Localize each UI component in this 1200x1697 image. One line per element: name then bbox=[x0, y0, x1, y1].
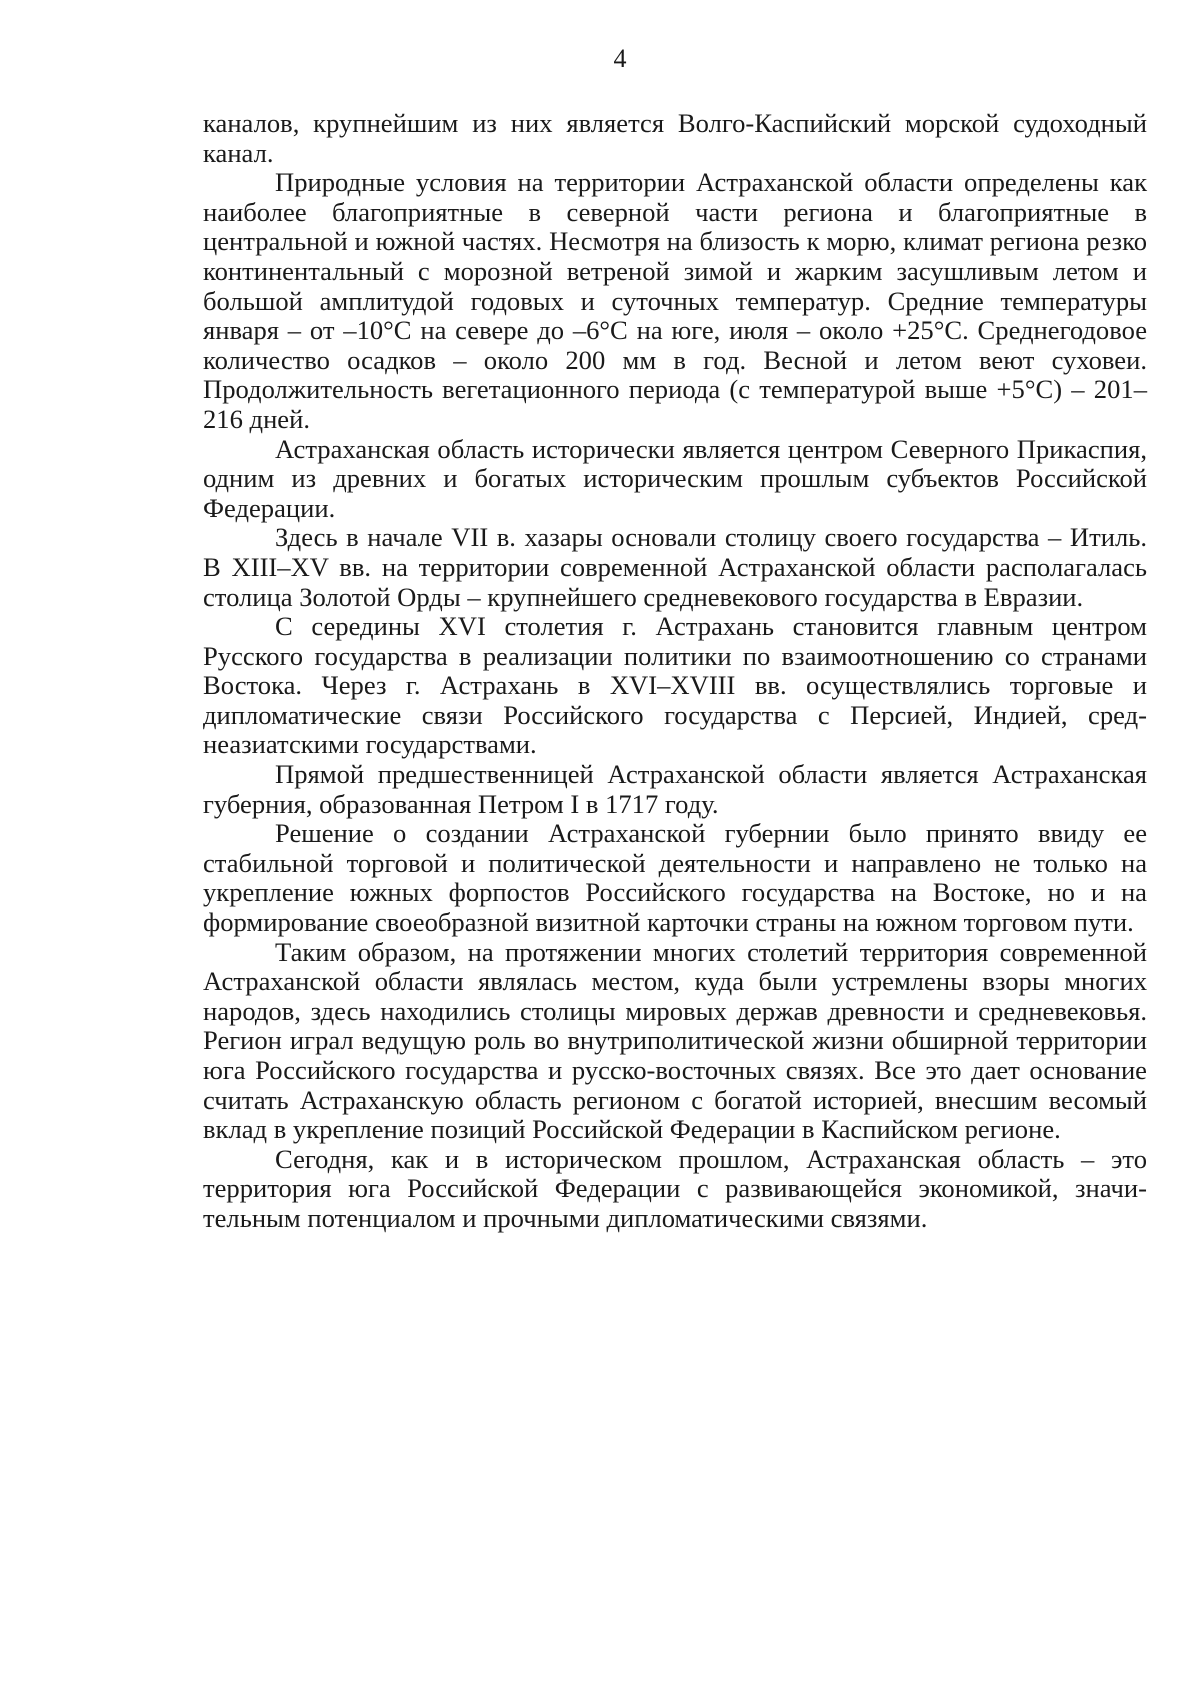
paragraph-today: Сегодня, как и в историческом прошлом, Астраханская область – это территория юга Российской Федерации с развивающейся экономикой, значительным потенциалом и прочными дипломатическими связями. bbox=[203, 1143, 1147, 1233]
paragraph-summary: Таким образом, на протяжении многих столетий территория современной Астраханской области являлась местом, куда были устремлены взоры многих народов, здесь находились столицы мировых держав древности и средневековья. Регион играл ведущую роль во внутриполитической жизни обширной территории юга Российского государства и русско-восточных связях. Все это дает основание считать Астраханскую область регионом с богатой историей, внесшим весомый вклад в укрепление позиций Российской Федерации в Каспийском регионе. bbox=[203, 936, 1147, 1145]
page-number: 4 bbox=[613, 44, 627, 73]
paragraph-climate: Природные условия на территории Астраханской области определены как наиболее благоприятные в северной части региона и благоприятные в центральной и южной частях. Несмотря на близость к морю, климат региона резко континентальный с морозной ветреной зимой и жарким засушливым летом и большой амплитудой годовых и суточных температур. Средние температуры января – от –10°С на севере до –6°С на юге, июля – около +25°С. Среднегодовое количество осадков – около 200 мм в год. Весной и летом веют суховеи. Продолжительность вегетационного периода (с температурой выше +5°С) – 201–216 дней. bbox=[203, 167, 1147, 434]
paragraph-history-center: Астраханская область исторически является центром Северного Прикаспия, одним из древних и богатых историческим прошлым субъектов Российской Федерации. bbox=[203, 433, 1147, 523]
paragraph-continuation: каналов, крупнейшим из них является Волго-Каспийский морской судоходный канал. bbox=[203, 108, 1147, 168]
paragraph-governorate: Прямой предшественницей Астраханской области является Астраханская губерния, образованная Петром I в 1717 году. bbox=[203, 759, 1147, 819]
paragraph-16th-century: С середины XVI столетия г. Астрахань становится главным центром Русского государства в реализации политики по взаимоотношению со странами Востока. Через г. Астрахань в XVI–XVIII вв. осуществлялись торговые и дипломатические связи Российского государства с Персией, Индией, среднеазиатскими государствами. bbox=[203, 611, 1147, 760]
document-body bbox=[203, 109, 1147, 1234]
paragraph-khazars: Здесь в начале VII в. хазары основали столицу своего государства – Итиль. В XIII–XV вв. на территории современной Астраханской области располагалась столица Золотой Орды – крупнейшего средневекового государства в Евразии. bbox=[203, 522, 1147, 612]
paragraph-decision: Решение о создании Астраханской губернии было принято ввиду ее стабильной торговой и политической деятельности и направлено не только на укрепление южных форпостов Российского государства на Востоке, но и на формирование своеобразной визитной карточки страны на южном торговом пути. bbox=[203, 818, 1147, 938]
